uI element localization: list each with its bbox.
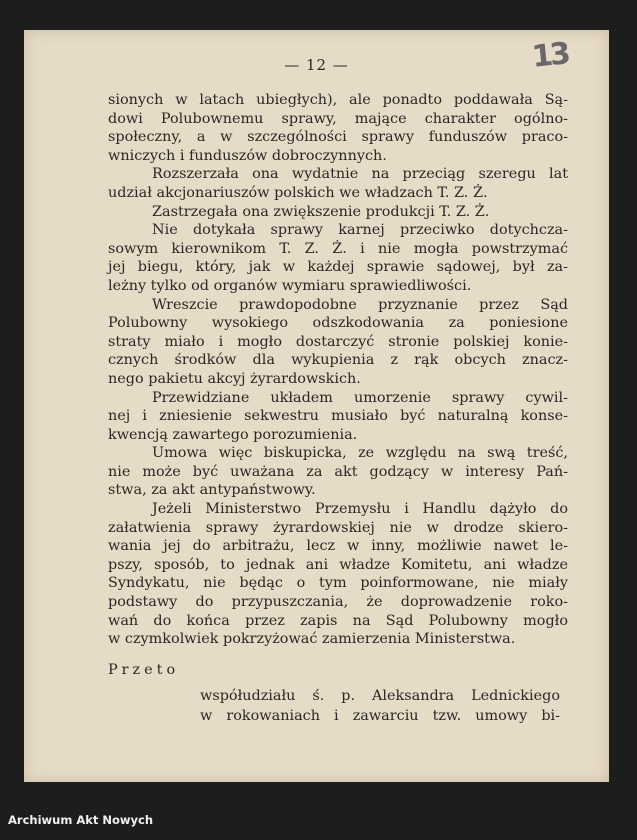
paragraph — [108, 165, 568, 202]
text-line: Polubowny wysokiego odszkodowania za poniesione — [108, 315, 568, 332]
text-line: wań do końca przez zapis na Sąd Polubowny mogło — [108, 612, 568, 629]
text-line: sionych w latach ubiegłych), ale ponadto poddawała Są- — [108, 92, 568, 108]
text-line: Rozszerzała ona wydatnie na przeciąg szeregu lat — [152, 166, 568, 183]
text-line: w rokowaniach i zawarciu tzw. umowy bi- — [200, 707, 560, 724]
text-line: straty miało i mogło dostarczyć stronie polskiej konie- — [108, 333, 568, 350]
text-line: jej biegu, który, jak w każdej sprawie sądowej, był za- — [108, 259, 568, 276]
paragraph — [108, 91, 568, 165]
text-line: Przewidziane układem umorzenie sprawy cywil- — [152, 389, 568, 406]
page-number: — 12 — — [284, 56, 349, 74]
paragraph — [108, 389, 568, 445]
text-line: dowi Polubownemu sprawy, mające charakter ogólno- — [108, 110, 568, 127]
sub-clause — [200, 687, 560, 726]
text-line: cznych środków dla wykupienia z rąk obcych znacz- — [108, 352, 568, 369]
text-line: współudziału ś. p. Aleksandra Lednickiego — [200, 688, 560, 704]
text-line: Wreszcie prawdopodobne przyznanie przez Sąd — [152, 296, 568, 313]
paragraph — [108, 500, 568, 649]
document-page — [24, 30, 609, 782]
paragraph — [108, 203, 568, 222]
text-line: Jeżeli Ministerstwo Przemysłu i Handlu dążyło do — [152, 501, 568, 518]
text-line: Syndykatu, nie będąc o tym poinformowane, nie miały — [108, 575, 568, 592]
archive-footer — [0, 806, 637, 840]
text-line: Umowa więc biskupicka, ze względu na swą treść, — [152, 445, 568, 462]
body-text — [108, 91, 568, 649]
text-line: udział akcjonariuszów polskich we władzach T. Z. Ż. — [108, 184, 488, 201]
handwritten-page-number: 13 — [530, 36, 570, 75]
text-line: nej i zniesienie sekwestru musiało być naturalną konse- — [108, 408, 568, 425]
text-line: Zastrzegała ona zwiększenie produkcji T. Z. Ż. — [152, 203, 490, 220]
paragraph — [108, 444, 568, 500]
text-line: w czymkolwiek pokrzyżować zamierzenia Ministerstwa. — [108, 631, 516, 648]
text-line: wniczych i funduszów dobroczynnych. — [108, 147, 387, 164]
text-line: nego pakietu akcyj żyrardowskich. — [108, 370, 361, 387]
przeto-heading: Przeto — [108, 662, 180, 678]
text-line: wania jej do arbitrażu, lecz w inny, możliwie nawet le- — [108, 538, 568, 555]
text-line: Nie dotykała sprawy karnej przeciwko dotychcza- — [152, 222, 568, 239]
text-line: społeczny, a w szczególności sprawy funduszów praco- — [108, 129, 568, 146]
text-line: nie może być uważana za akt godzący w interesy Pań- — [108, 463, 568, 480]
paragraph — [108, 221, 568, 295]
text-line: podstawy do przypuszczania, że doprowadzenie roko- — [108, 594, 568, 611]
paragraph — [108, 296, 568, 389]
text-line: leżny tylko od organów wymiaru sprawiedliwości. — [108, 277, 472, 294]
text-line: pszy, sposób, to jednak ani władze Komitetu, ani władze — [108, 556, 568, 573]
text-line: sowym kierownikom T. Z. Ż. i nie mogła powstrzymać — [108, 240, 568, 257]
text-line: stwa, za akt antypaństwowy. — [108, 482, 316, 499]
archive-label: Archiwum Akt Nowych — [8, 813, 154, 827]
text-line: załatwienia sprawy żyrardowskiej nie w drodze skiero- — [108, 519, 568, 536]
text-line: kwencją zawartego porozumienia. — [108, 426, 358, 443]
